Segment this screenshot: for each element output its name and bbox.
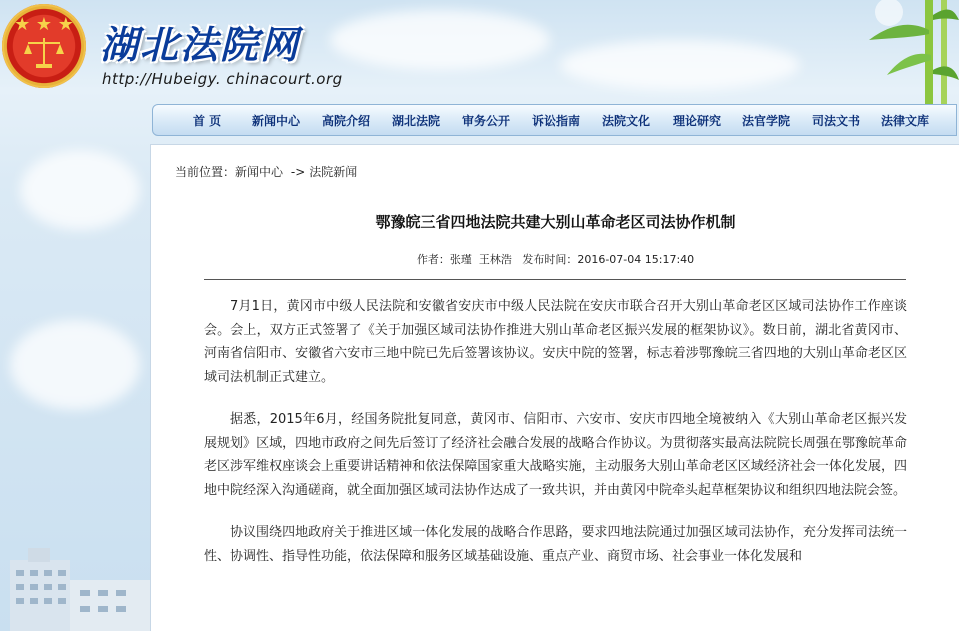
nav-item-high-court-intro[interactable]: 高院介绍: [322, 113, 371, 128]
nav-item-judicial-documents[interactable]: 司法文书: [812, 113, 861, 128]
site-header: [0, 0, 959, 100]
breadcrumb-separator: ->: [290, 165, 306, 179]
nav-item-theory-research[interactable]: 理论研究: [673, 113, 722, 128]
title-divider: [204, 279, 906, 280]
article-meta: 作者：张瑾 王林浩 发布时间：2016-07-04 15:17:40: [416, 253, 695, 266]
breadcrumb: [175, 163, 357, 180]
nav-item-judges-college[interactable]: 法官学院: [742, 113, 791, 128]
nav-item-judicial-openness[interactable]: 审务公开: [462, 113, 511, 128]
article-paragraph: 7月1日，黄冈市中级人民法院和安徽省安庆市中级人民法院在安庆市联合召开大别山革命老区区域司法协作工作座谈会。会上，双方正式签署了《关于加强区域司法协作推进大别山革命老区振兴发展的框架协议》。数日前，湖北省黄冈市、河南省信阳市、安徽省六安市三地中院已先后签署该协议。安庆中院的签署，标志着涉鄂豫皖三省四地的大别山革命老区区域司法机制正式建立。: [204, 299, 907, 385]
breadcrumb-news-center-link[interactable]: 新闻中心: [235, 165, 284, 179]
sky-cloud: [10, 320, 140, 410]
article-title: 鄂豫皖三省四地法院共建大别山革命老区司法协作机制: [375, 213, 736, 231]
nav-item-news-center[interactable]: 新闻中心: [252, 113, 301, 128]
main-nav: [152, 104, 957, 136]
sky-cloud: [20, 150, 140, 230]
breadcrumb-prefix: 当前位置：: [175, 165, 236, 179]
article-panel: [150, 144, 959, 631]
article-body: [204, 295, 907, 587]
site-title: 湖北法院网: [100, 22, 301, 67]
building-decoration-icon: [0, 540, 150, 631]
article-paragraph: 协议围绕四地政府关于推进区域一体化发展的战略合作思路，要求四地法院通过加强区域司法协作，充分发挥司法统一性、协调性、指导性功能，依法保障和服务区域基础设施、重点产业、商贸市场、社会事业一体化发展和: [204, 525, 907, 564]
nav-item-hubei-courts[interactable]: 湖北法院: [392, 113, 441, 128]
nav-item-law-library[interactable]: 法律文库: [881, 113, 930, 128]
breadcrumb-court-news-link[interactable]: 法院新闻: [309, 165, 358, 179]
site-url: http://Hubeigy. chinacourt.org: [102, 70, 343, 88]
nav-item-litigation-guide[interactable]: 诉讼指南: [532, 113, 581, 128]
nav-item-court-culture[interactable]: 法院文化: [602, 113, 651, 128]
nav-item-home[interactable]: 首 页: [193, 113, 222, 128]
article-paragraph: 据悉，2015年6月，经国务院批复同意，黄冈市、信阳市、六安市、安庆市四地全境被纳入《大别山革命老区振兴发展规划》区域，四地市政府之间先后签订了经济社会融合发展的战略合作协议。为贯彻落实最高法院院长周强在鄂豫皖革命老区涉军维权座谈会上重要讲话精神和依法保障国家重大战略实施，主动服务大别山革命老区区域经济社会一体化发展，四地中院经深入沟通磋商，就全面加强区域司法协作达成了一致共识，并由黄冈中院牵头起草框架协议和组织四地法院会签。: [204, 412, 907, 498]
bamboo-decoration-icon: [829, 0, 959, 110]
court-emblem-icon: ★ ★ ★: [2, 4, 86, 88]
